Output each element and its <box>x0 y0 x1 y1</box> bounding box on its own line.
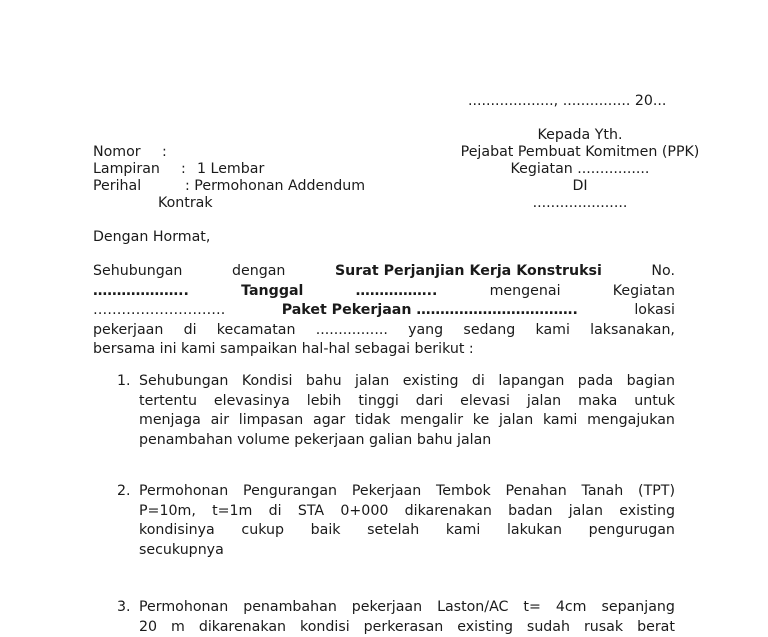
text-word: Tanggal <box>241 282 303 302</box>
text-word: Penahan <box>506 482 567 502</box>
text-line <box>139 598 675 618</box>
text-word: yang <box>408 321 443 341</box>
text-word: air <box>211 411 229 431</box>
text-word: sedang <box>463 321 515 341</box>
text-word: jalan <box>569 502 603 522</box>
text-word: Kegiatan <box>613 282 675 302</box>
text-word: penambahan <box>243 598 337 618</box>
text-word: elevasi <box>460 392 510 412</box>
text-line <box>139 541 675 561</box>
text-word: existing <box>403 372 459 392</box>
text-word: Pengurangan <box>243 482 337 502</box>
text-word: penambahan volume pekerjaan galian bahu jalan <box>139 431 491 451</box>
text-word: t= <box>523 598 540 618</box>
list-item <box>139 598 675 637</box>
text-word: dikarenakan <box>405 502 492 522</box>
text-word: No. <box>651 262 675 282</box>
text-line <box>139 431 675 451</box>
text-word: agar <box>313 411 345 431</box>
text-word: (TPT) <box>638 482 675 502</box>
text-word: 4cm <box>556 598 587 618</box>
text-word: kecamatan <box>217 321 296 341</box>
text-word: mengenai <box>490 282 561 302</box>
recipient-place: ..................... <box>450 195 710 212</box>
text-word: Pekerjaan <box>352 482 421 502</box>
contract-title: Surat Perjanjian Kerja Konstruksi <box>335 262 602 282</box>
text-word: pekerjaan <box>352 598 422 618</box>
intro-paragraph <box>93 262 675 360</box>
text-word: dari <box>416 392 443 412</box>
text-word: Tembok <box>436 482 491 502</box>
recipient-di: DI <box>450 178 710 195</box>
item-number: 3. <box>117 598 131 618</box>
text-word: m <box>171 618 185 637</box>
text-word: bersama ini kami sampaikan hal-hal sebagai berikut : <box>93 340 474 360</box>
text-word: Kondisi <box>242 372 293 392</box>
package-name: Paket Pekerjaan ……………………………. <box>282 301 578 321</box>
text-word: mengalir <box>400 411 463 431</box>
nomor-label: Nomor <box>93 144 141 161</box>
recipient-greeting: Kepada Yth. <box>450 127 710 144</box>
text-word: Laston/AC <box>437 598 508 618</box>
text-word: dengan <box>232 262 285 282</box>
text-word: …………….. <box>356 282 438 302</box>
text-word: ke <box>473 411 489 431</box>
text-word: P=10m, <box>139 502 196 522</box>
item-number: 2. <box>117 482 131 502</box>
text-word: maka <box>578 392 617 412</box>
text-word: berat <box>637 618 675 637</box>
text-word: Permohonan <box>139 482 228 502</box>
text-word: kami <box>446 521 480 541</box>
text-word: laksanakan, <box>590 321 675 341</box>
text-word: dikarenakan <box>199 618 286 637</box>
text-word: kami <box>535 321 569 341</box>
text-word: jalan <box>499 411 533 431</box>
intro-line <box>93 262 675 282</box>
perihal-value: : Permohonan Addendum <box>185 178 365 195</box>
text-word: ……………….. <box>93 282 189 302</box>
text-word: menjaga <box>139 411 201 431</box>
text-word: ………………………. <box>93 301 225 321</box>
text-word: lebih <box>307 392 342 412</box>
text-word: secukupnya <box>139 541 224 561</box>
lampiran-label: Lampiran <box>93 161 160 178</box>
text-word: jalan <box>355 372 389 392</box>
text-word: existing <box>457 618 513 637</box>
text-word: rusak <box>584 618 623 637</box>
letter-date: ..................., ............... 20... <box>468 93 666 110</box>
text-word: Tanah <box>582 482 624 502</box>
perihal-continuation: Kontrak <box>158 195 213 212</box>
recipient-activity: Kegiatan ................ <box>450 161 710 178</box>
text-line <box>139 411 675 431</box>
text-word: elevasinya <box>214 392 290 412</box>
text-word: setelah <box>367 521 419 541</box>
text-word: bagian <box>627 372 675 392</box>
text-line <box>139 521 675 541</box>
text-line <box>139 482 675 502</box>
text-word: mengajukan <box>587 411 675 431</box>
intro-line <box>93 340 675 360</box>
text-word: lapangan <box>498 372 564 392</box>
text-line <box>139 372 675 392</box>
intro-line <box>93 321 675 341</box>
lampiran-value: 1 Lembar <box>197 161 264 178</box>
text-word: Sehubungan <box>93 262 182 282</box>
text-line <box>139 618 675 637</box>
text-word: perkerasan <box>364 618 444 637</box>
text-word: pada <box>578 372 613 392</box>
text-word: di <box>269 502 282 522</box>
text-word: tinggi <box>358 392 398 412</box>
intro-line <box>93 301 675 321</box>
item-number: 1. <box>117 372 131 392</box>
text-word: limpasan <box>239 411 303 431</box>
text-word: badan <box>508 502 552 522</box>
text-word: pengurugan <box>589 521 675 541</box>
text-word: bahu <box>306 372 342 392</box>
text-word: Sehubungan <box>139 372 228 392</box>
list-item <box>139 372 675 450</box>
text-word: 20 <box>139 618 157 637</box>
intro-line <box>93 282 675 302</box>
text-word: cukup <box>241 521 284 541</box>
text-word: jalan <box>527 392 561 412</box>
text-word: sepanjang <box>601 598 674 618</box>
text-word: kondisinya <box>139 521 215 541</box>
text-word: ................ <box>316 321 388 341</box>
text-word: tertentu <box>139 392 197 412</box>
text-word: pekerjaan <box>93 321 163 341</box>
perihal-label: Perihal <box>93 178 141 195</box>
list-item <box>139 482 675 560</box>
lampiran-separator: : <box>181 161 186 178</box>
text-word: lokasi <box>634 301 675 321</box>
recipient-official: Pejabat Pembuat Komitmen (PPK) <box>440 144 720 161</box>
text-line <box>139 502 675 522</box>
text-word: tidak <box>355 411 390 431</box>
text-word: sudah <box>527 618 570 637</box>
text-word: kami <box>543 411 577 431</box>
text-word: STA <box>298 502 324 522</box>
text-word: baik <box>311 521 341 541</box>
text-word: di <box>184 321 197 341</box>
text-word: existing <box>619 502 675 522</box>
text-word: 0+000 <box>340 502 388 522</box>
text-line <box>139 392 675 412</box>
text-word: di <box>472 372 485 392</box>
text-word: lakukan <box>507 521 562 541</box>
nomor-separator: : <box>162 144 167 161</box>
text-word: untuk <box>634 392 675 412</box>
text-word: kondisi <box>300 618 350 637</box>
text-word: Permohonan <box>139 598 228 618</box>
text-word: t=1m <box>212 502 252 522</box>
salutation: Dengan Hormat, <box>93 229 210 246</box>
